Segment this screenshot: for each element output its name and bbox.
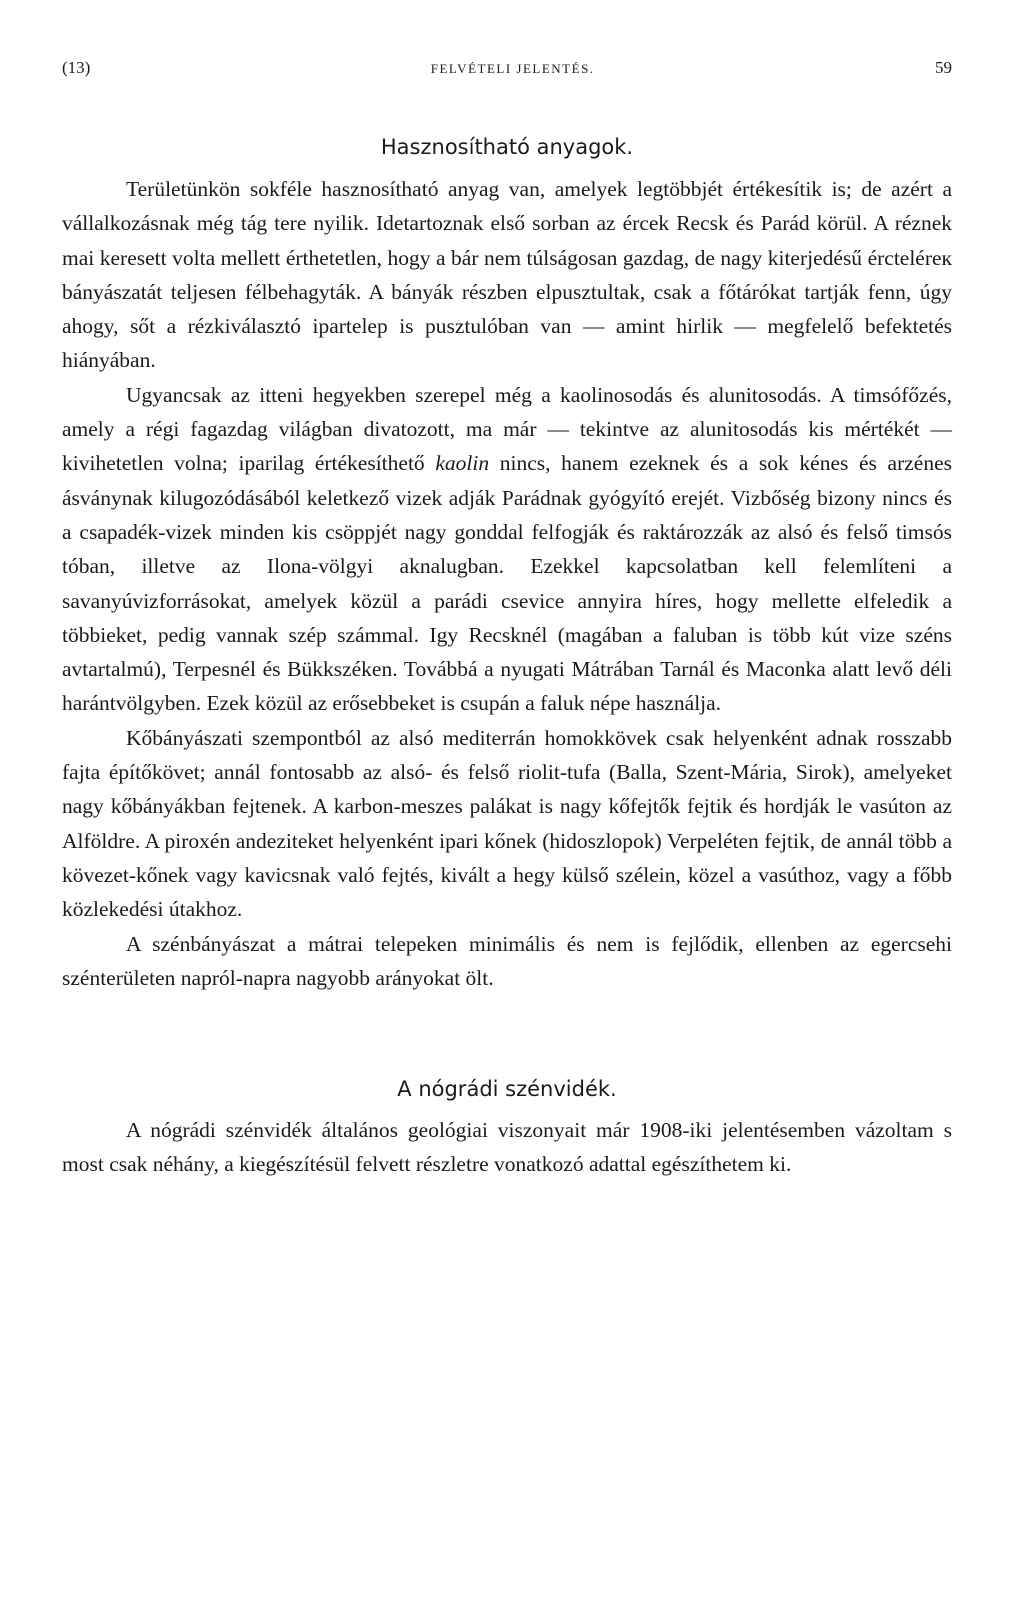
section-heading: Hasznosítható anyagok.	[380, 135, 634, 159]
paragraph: A nógrádi szénvidék általános geológiai viszonyait már 1908-iki jelentésemben vázoltam s most csak néhány, a kiegészítésül felvett részletre vonatkozó adattal egészíthetem ki.	[62, 1118, 952, 1177]
running-title: FELVÉTELI JELENTÉS.	[430, 61, 595, 76]
paragraph: A szénbányászat a mátrai telepeken minimális és nem is fejlődik, ellenben az egercsehi szénterületen napról-napra nagyobb arányokat ölt.	[62, 931, 952, 990]
document-page	[62, 58, 952, 1578]
section-gap	[62, 995, 952, 1041]
paragraph-text: nincs, hanem ezeknek és a sok kénes és arzénes ásványnak kilugozódásából keletkező vizek adják Parádnak gyógyító erejét. Vizbőség bizony nincs és a csapadék-vizek minden kis csöppjét nagy gonddal felfogják és raktározzák az alsó és felső timsós tóban, illetve az Ilona-völgyi aknalugban. Ezekkel kapcsolatban kell felemlíteni a savanyúvizforrásokat, amelyek közül a parádi csevice annyira híres, hogy mellette elfeledik a többieket, pedig vannak szép számmal. Igy Recsknél (magában a faluban is több kút vize széns avtartalmú), Terpesnél és Bükkszéken. Továbbá a nyugati Mátrában Tarnál és Maconka alatt levő déli harántvölgyben. Ezek közül az erősebbeket is csupán a faluk népe használja.	[62, 451, 952, 716]
section-heading: A nógrádi szénvidék.	[397, 1077, 617, 1102]
page-number: 59	[934, 58, 952, 77]
section-number: (13)	[62, 58, 91, 77]
paragraph: Kőbányászati szempontból az alsó mediterrán homokkövek csak helyenként adnak rosszabb fajta építőkövet; annál fontosabb az alsó- és felső riolit-tufa (Balla, Szent-Mária, Sirok), amelyeket nagy kőbányákban fejtenek. A karbon-meszes palákat is nagy kőfejtők fejtik és hordják le vasúton az Alföldre. A piroxén andeziteket helyenként ipari kőnek (hidoszlopok) Verpeléten fejtik, de annál több a kövezet-kőnek vagy kavicsnak való fejtés, kivált a hegy külső szélein, közel a vasúthoz, vagy a főbb közlekedési útakhoz.	[62, 725, 952, 922]
paragraph: Területünkön sokféle hasznosítható anyag van, amelyek legtöbbjét értékesítik is; de azért a vállalkozásnak még tág tere nyilik. Idetartoznak első sorban az ércek Recsk és Parád körül. A réznek mai keresett volta mellett érthetetlen, hogy a bár nem túlságosan gazdag, de nagy kiterjedésű ércteléreк bányászatát teljesen félbehagyták. A bányák részben elpusztultak, csak a főtárókat tartják fenn, úgy ahogy, sőt a rézkiválasztó ipartelep is pusztulóban van — amint hirlik — megfelelő befektetés hiányában.	[62, 177, 952, 373]
italic-term: kaolin	[435, 451, 490, 476]
paragraph	[62, 378, 952, 721]
paragraph-text: Ugyancsak az itteni hegyekben szerepel még a kaolinosodás és alunitosodás. A timsófőzés, amely a régi fagazdag világban divatozott, ma már — tekintve az alunitosodás kis mértékét — kivihetetlen volna; iparilag értékesíthető	[62, 382, 952, 476]
running-header	[62, 58, 952, 88]
